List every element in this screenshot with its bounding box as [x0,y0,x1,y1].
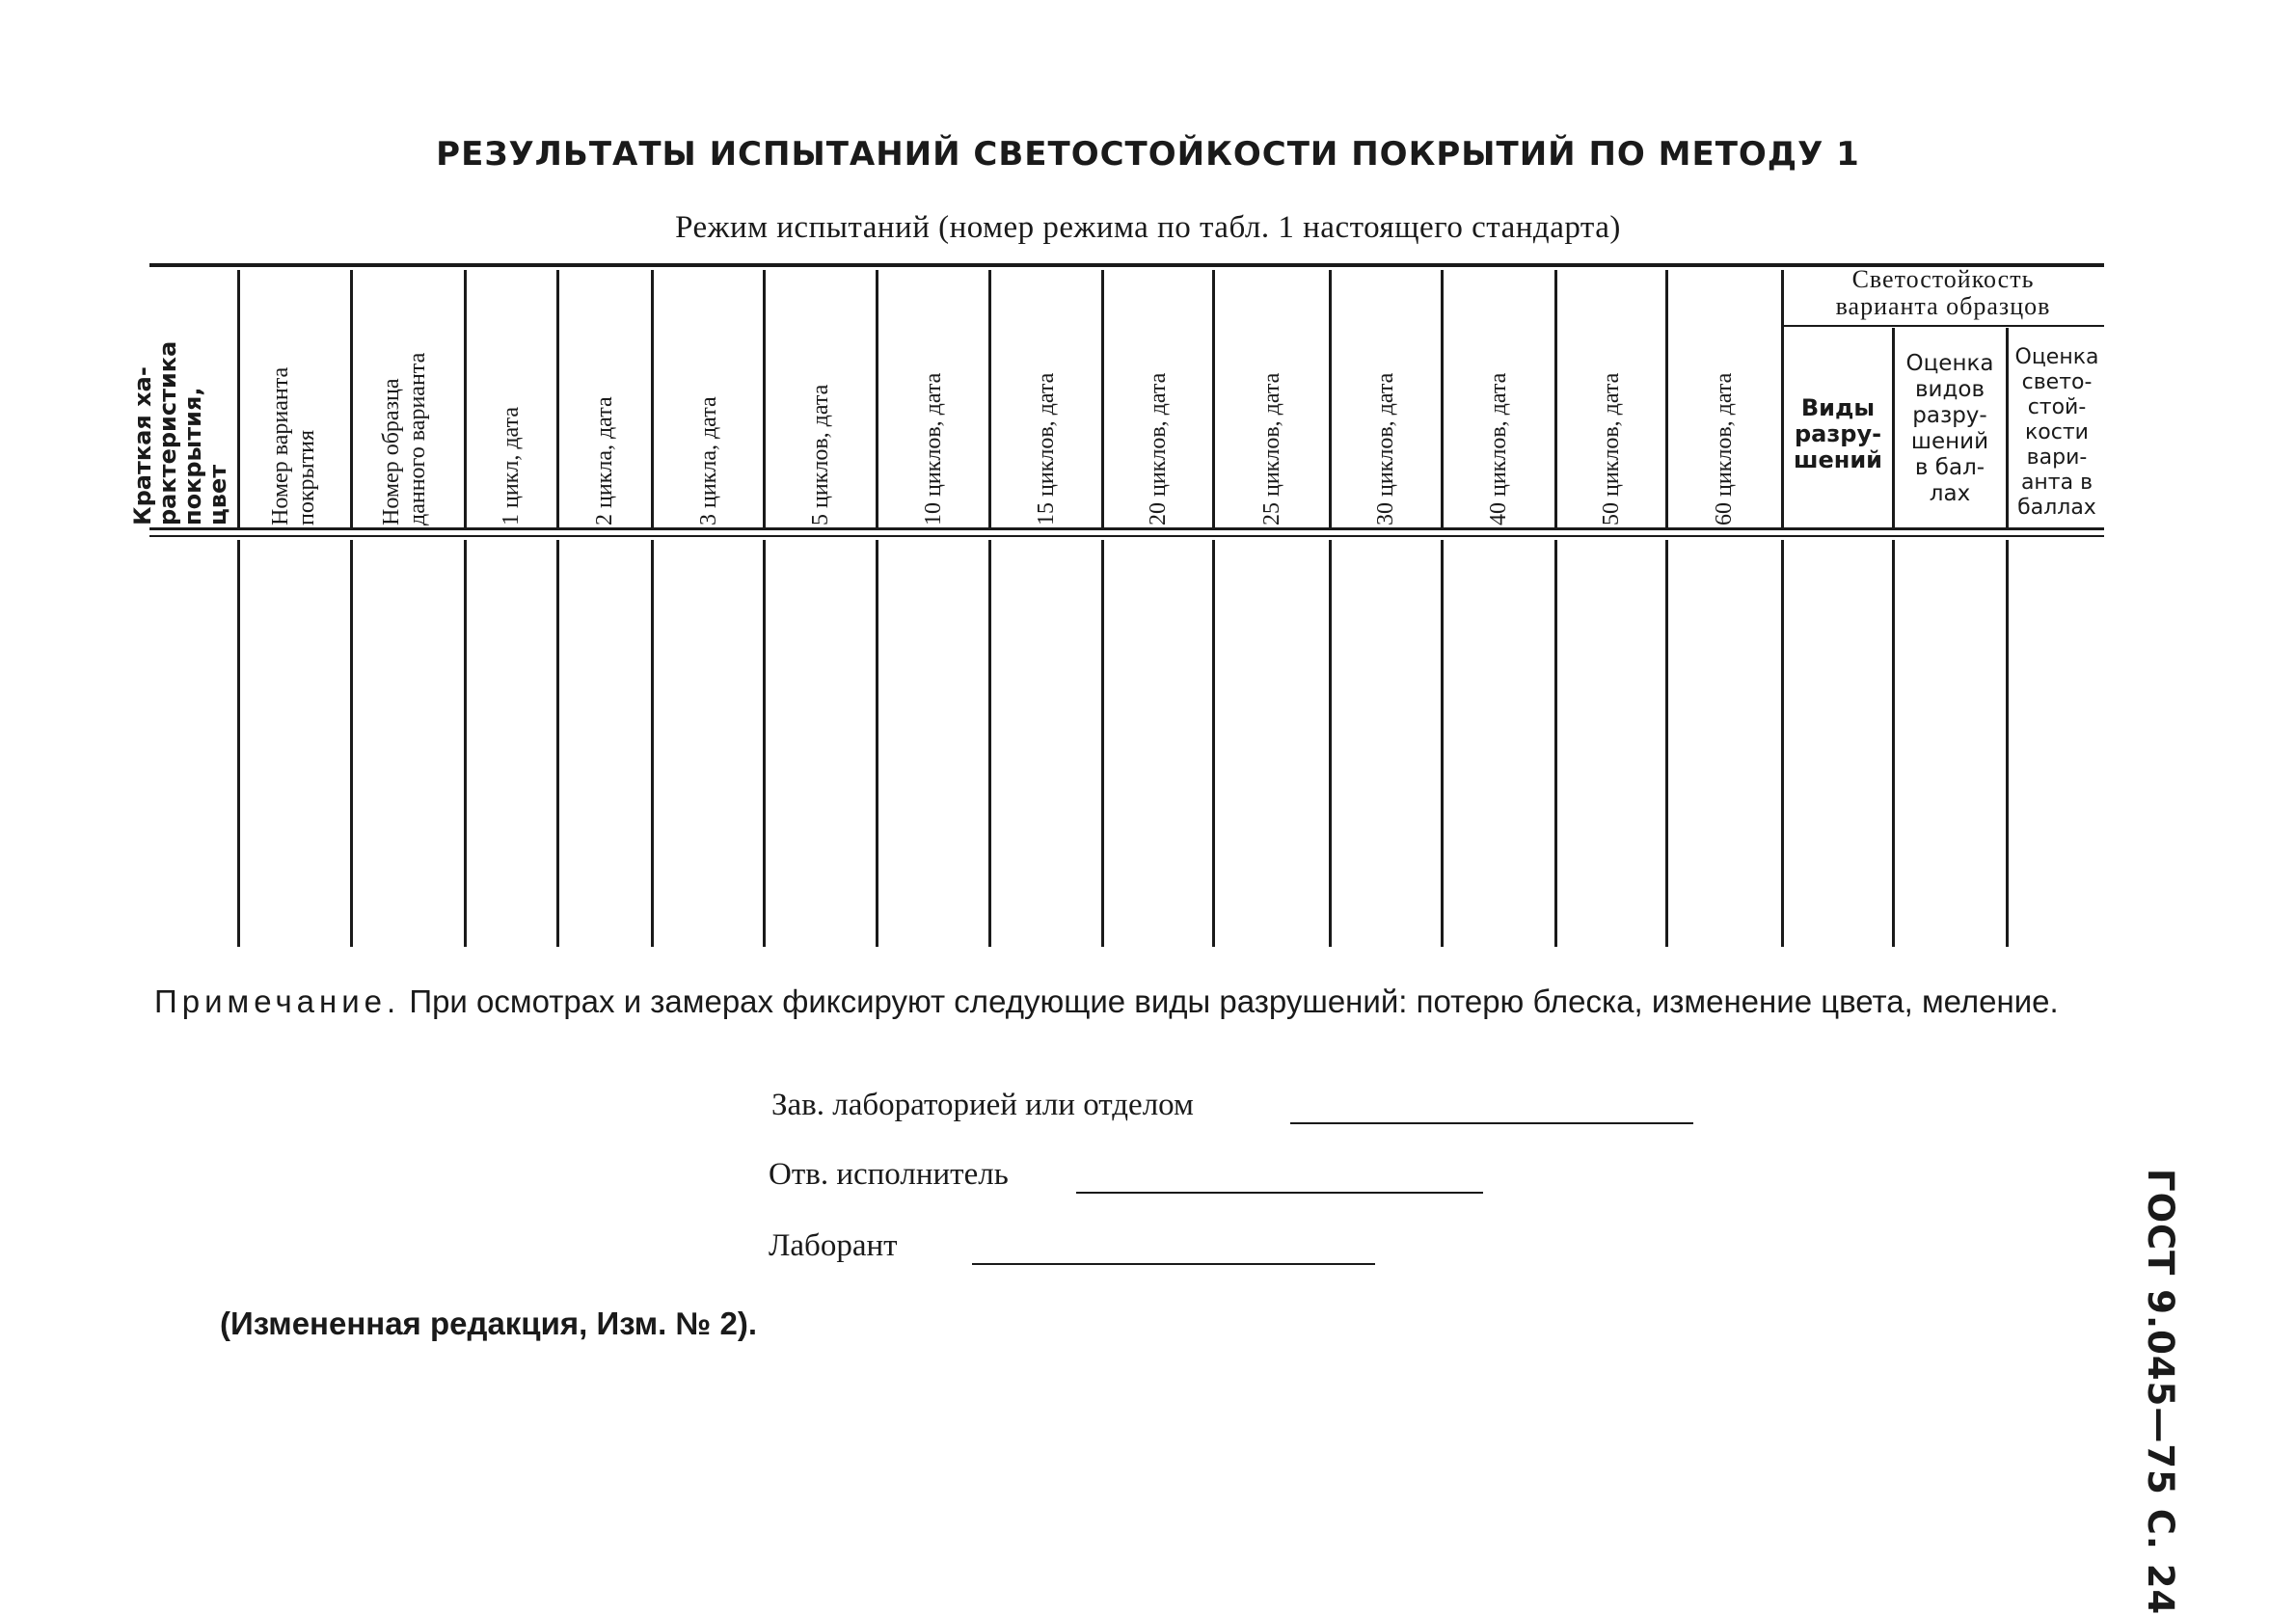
column-header-cycles-50: 50 циклов, дата [1599,372,1624,525]
signature-label-executor: Отв. исполнитель [769,1157,1009,1192]
column-divider [1441,270,1444,527]
body-column-divider [1554,540,1557,947]
body-column-divider [1892,540,1895,947]
note-lead: Примечание. [154,983,401,1019]
document-title: РЕЗУЛЬТАТЫ ИСПЫТАНИЙ СВЕТОСТОЙКОСТИ ПОКРЫТИЙ ПО МЕТОДУ 1 [436,135,1860,174]
body-column-divider [237,540,240,947]
column-header-cycles-60: 60 циклов, дата [1712,372,1737,525]
column-header-sample-number: Номер образца данного варианта [379,352,430,525]
signature-line-assistant[interactable] [972,1263,1375,1265]
body-column-divider [350,540,353,947]
header-bottom-rule [149,527,2104,530]
column-divider [464,270,467,527]
column-divider [237,270,240,527]
column-header-cycles-15: 15 циклов, дата [1034,372,1059,525]
body-column-divider [763,540,766,947]
body-column-divider [1329,540,1332,947]
column-divider [2006,328,2009,527]
column-header-variant-number: Номер варианта покрытия [268,366,319,525]
column-header-cycles-5: 5 циклов, дата [808,384,833,525]
body-column-divider [464,540,467,947]
column-header-cycles-25: 25 циклов, дата [1259,372,1284,525]
body-column-divider [1441,540,1444,947]
signature-label-assistant: Лаборант [769,1228,898,1263]
column-header-cycles-2: 2 цикла, дата [592,396,617,525]
column-divider [1212,270,1215,527]
column-header-damage-score: Оценка видов разру- шений в бал- лах [1905,351,1994,506]
signature-line-executor[interactable] [1076,1192,1483,1194]
column-header-cycles-1: 1 цикл, дата [499,407,524,525]
amendment-note: (Измененная редакция, Изм. № 2). [220,1305,757,1341]
body-column-divider [2006,540,2009,947]
column-header-cycles-3: 3 цикла, дата [696,396,721,525]
signature-line-head[interactable] [1290,1122,1693,1124]
body-column-divider [1781,540,1784,947]
body-column-divider [1212,540,1215,947]
column-header-lightfastness-score: Оценка свето- стой- кости вари- анта в баллах [2014,345,2099,520]
table-note [154,983,2091,1020]
body-column-divider [988,540,991,947]
column-divider [350,270,353,527]
column-header-cycles-10: 10 циклов, дата [921,372,946,525]
column-divider [1665,270,1668,527]
group-header-rule [1782,325,2104,327]
column-divider [1329,270,1332,527]
column-divider [1892,328,1895,527]
column-header-coating: Краткая ха- рактеристика покрытия, цвет [129,340,231,525]
column-header-cycles-40: 40 циклов, дата [1486,372,1511,525]
column-divider [1101,270,1104,527]
body-column-divider [1101,540,1104,947]
column-header-cycles-30: 30 циклов, дата [1373,372,1398,525]
body-column-divider [876,540,878,947]
column-divider [651,270,654,527]
column-group-header-lightfastness: Светостойкость варианта образцов [1835,265,2051,320]
standard-page-code: ГОСТ 9.045—75 С. 24 [2140,1169,2181,1615]
body-column-divider [556,540,559,947]
column-header-damage-types: Виды разру- шений [1794,394,1882,473]
body-column-divider [1665,540,1668,947]
column-header-cycles-20: 20 циклов, дата [1146,372,1171,525]
column-divider [876,270,878,527]
signature-label-head: Зав. лабораторией или отделом [771,1088,1194,1122]
document-subtitle: Режим испытаний (номер режима по табл. 1 настоящего стандарта) [675,210,1621,245]
column-divider [556,270,559,527]
column-divider [988,270,991,527]
body-column-divider [651,540,654,947]
column-divider [763,270,766,527]
column-divider [1554,270,1557,527]
note-text: При осмотрах и замерах фиксируют следующие виды разрушений: потерю блеска, изменение цвета, меление. [409,983,2059,1019]
header-bottom-rule-2 [149,535,2104,537]
